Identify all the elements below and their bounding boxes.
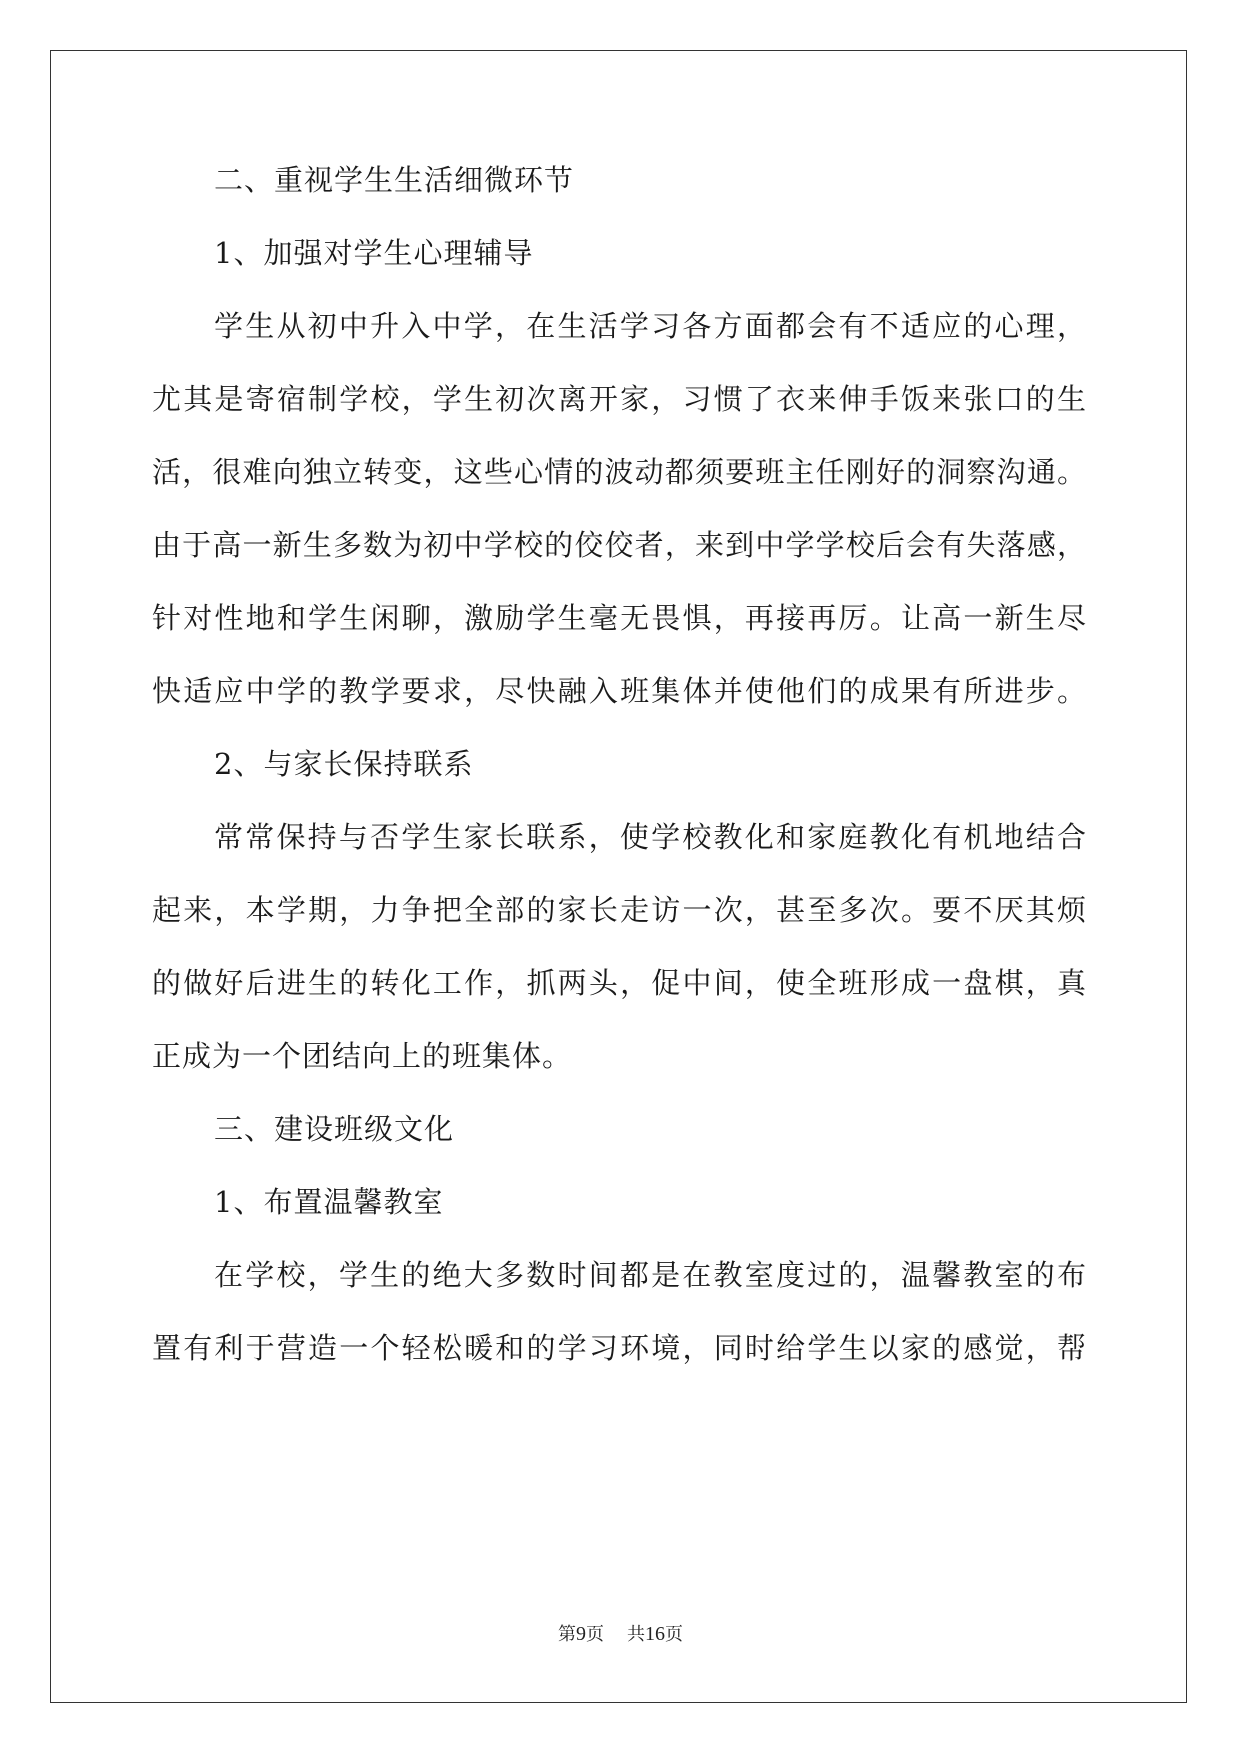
text-line: 置有利于营造一个轻松暖和的学习环境，同时给学生以家的感觉，帮 (152, 1331, 1087, 1365)
text-line: 三、建设班级文化 (214, 1112, 455, 1146)
footer-total-suffix: 页 (664, 1624, 683, 1645)
text-line: 针对性地和学生闲聊，激励学生毫无畏惧，再接再厉。让高一新生尽 (152, 601, 1087, 635)
text-line: 2、与家长保持联系 (214, 747, 474, 781)
footer-page-suffix: 页 (586, 1624, 605, 1645)
text-line: 在学校，学生的绝大多数时间都是在教室度过的，温馨教室的布 (214, 1258, 1087, 1292)
text-line: 学生从初中升入中学，在生活学习各方面都会有不适应的心理， (214, 309, 1087, 343)
text-line: 二、重视学生生活细微环节 (214, 163, 575, 197)
text-line: 起来，本学期，力争把全部的家长走访一次，甚至多次。要不厌其烦 (152, 893, 1087, 927)
page-footer (0, 1622, 1241, 1647)
text-line: 活，很难向独立转变，这些心情的波动都须要班主任刚好的洞察沟通。 (152, 455, 1087, 489)
text-line: 常常保持与否学生家长联系，使学校教化和家庭教化有机地结合 (214, 820, 1087, 854)
page-frame (50, 50, 1187, 1703)
text-line: 1、加强对学生心理辅导 (214, 236, 534, 270)
footer-total-prefix: 共 (626, 1624, 645, 1645)
text-line: 快适应中学的教学要求，尽快融入班集体并使他们的成果有所进步。 (152, 674, 1087, 708)
text-line: 1、布置温馨教室 (214, 1185, 444, 1219)
text-line: 由于高一新生多数为初中学校的佼佼者，来到中学学校后会有失落感， (152, 528, 1087, 562)
text-line: 的做好后进生的转化工作，抓两头，促中间，使全班形成一盘棋，真 (152, 966, 1087, 1000)
footer-total-pages: 16 (644, 1623, 665, 1645)
text-line: 正成为一个团结向上的班集体。 (152, 1039, 573, 1073)
footer-page-prefix: 第 (558, 1624, 577, 1645)
footer-page-number: 9 (576, 1623, 587, 1645)
text-line: 尤其是寄宿制学校，学生初次离开家，习惯了衣来伸手饭来张口的生 (152, 382, 1087, 416)
